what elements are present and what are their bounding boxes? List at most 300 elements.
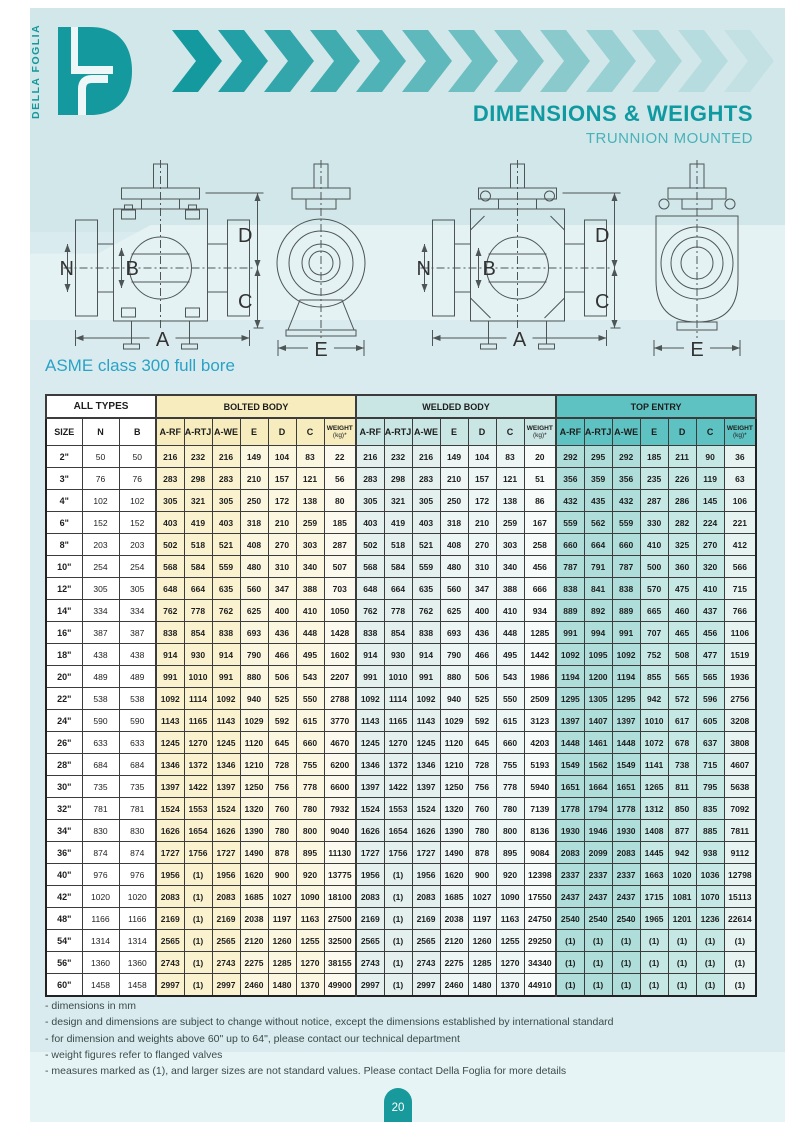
cell-bolted-3: 1250 — [240, 776, 268, 798]
column-header-top-entry-a-we: A-WE — [612, 418, 640, 446]
cell-bolted-0: 648 — [156, 578, 184, 600]
cell-top_entry-0: 1092 — [556, 644, 584, 666]
cell-top_entry-6: 2756 — [724, 688, 756, 710]
cell-b: 387 — [119, 622, 156, 644]
cell-top_entry-5: 320 — [696, 556, 724, 578]
cell-top_entry-2: 2540 — [612, 908, 640, 930]
cell-welded-0: 1092 — [356, 688, 384, 710]
cell-size: 42" — [46, 886, 82, 908]
cell-welded-1: 1114 — [384, 688, 412, 710]
cell-top_entry-2: 432 — [612, 490, 640, 512]
cell-top_entry-1: 359 — [584, 468, 612, 490]
cell-welded-5: 778 — [496, 776, 524, 798]
cell-welded-1: 1422 — [384, 776, 412, 798]
footnote-line: - measures marked as (1), and larger sizes are not standard values. Please contact Della Foglia for more details — [45, 1065, 567, 1078]
cell-top_entry-5: (1) — [696, 930, 724, 952]
column-header-bolted-a-rtj: A-RTJ — [184, 418, 212, 446]
cell-top_entry-1: 1305 — [584, 688, 612, 710]
cell-bolted-3: 2460 — [240, 974, 268, 997]
cell-top_entry-6: 9112 — [724, 842, 756, 864]
cell-top_entry-1: 2437 — [584, 886, 612, 908]
cell-top_entry-0: 1930 — [556, 820, 584, 842]
cell-top_entry-1: 994 — [584, 622, 612, 644]
cell-welded-4: 728 — [468, 754, 496, 776]
cell-bolted-3: 625 — [240, 600, 268, 622]
cell-bolted-3: 790 — [240, 644, 268, 666]
cell-top_entry-0: 889 — [556, 600, 584, 622]
cell-welded-1: 419 — [384, 512, 412, 534]
dimensions-table-wrap — [45, 394, 757, 997]
table-row — [46, 952, 756, 974]
cell-top_entry-4: 282 — [668, 512, 696, 534]
cell-bolted-0: 1143 — [156, 710, 184, 732]
cell-welded-0: 1346 — [356, 754, 384, 776]
cell-top_entry-2: 1092 — [612, 644, 640, 666]
cell-welded-5: 1270 — [496, 952, 524, 974]
cell-bolted-2: 2169 — [212, 908, 240, 930]
cell-welded-3: 560 — [440, 578, 468, 600]
cell-bolted-6: 56 — [324, 468, 356, 490]
cell-top_entry-1: 1664 — [584, 776, 612, 798]
cell-n: 334 — [82, 600, 119, 622]
cell-welded-4: 172 — [468, 490, 496, 512]
cell-top_entry-1: 2099 — [584, 842, 612, 864]
cell-top_entry-5: 565 — [696, 666, 724, 688]
cell-top_entry-6: 7092 — [724, 798, 756, 820]
column-header-top-entry-a-rf: A-RF — [556, 418, 584, 446]
cell-welded-0: 568 — [356, 556, 384, 578]
footnote-line: - design and dimensions are subject to change without notice, except the dimensions established by international standard — [45, 1016, 614, 1029]
cell-top_entry-5: 715 — [696, 754, 724, 776]
cell-n: 152 — [82, 512, 119, 534]
cell-top_entry-2: (1) — [612, 952, 640, 974]
page-title: DIMENSIONS & WEIGHTS — [472, 101, 753, 126]
cell-bolted-0: 403 — [156, 512, 184, 534]
cell-bolted-1: 1114 — [184, 688, 212, 710]
cell-top_entry-3: 287 — [640, 490, 668, 512]
cell-welded-1: 1165 — [384, 710, 412, 732]
cell-bolted-2: 2565 — [212, 930, 240, 952]
cell-size: 16" — [46, 622, 82, 644]
cell-welded-4: 104 — [468, 446, 496, 468]
cell-top_entry-3: 1010 — [640, 710, 668, 732]
cell-bolted-2: 1524 — [212, 798, 240, 820]
cell-welded-1: 1010 — [384, 666, 412, 688]
cell-n: 203 — [82, 534, 119, 556]
chevron-band-decoration — [172, 30, 782, 92]
cell-top_entry-3: 1072 — [640, 732, 668, 754]
cell-top_entry-6: (1) — [724, 930, 756, 952]
cell-welded-6: 29250 — [524, 930, 556, 952]
cell-top_entry-4: 811 — [668, 776, 696, 798]
cell-bolted-4: 780 — [268, 820, 296, 842]
cell-top_entry-0: 660 — [556, 534, 584, 556]
cell-bolted-0: 1524 — [156, 798, 184, 820]
cell-welded-2: 762 — [412, 600, 440, 622]
cell-top_entry-4: (1) — [668, 930, 696, 952]
cell-top_entry-4: 286 — [668, 490, 696, 512]
column-header-bolted-d: D — [268, 418, 296, 446]
cell-top_entry-3: 1965 — [640, 908, 668, 930]
cell-top_entry-1: 295 — [584, 446, 612, 468]
cell-welded-3: 2038 — [440, 908, 468, 930]
cell-top_entry-3: 1265 — [640, 776, 668, 798]
cell-bolted-5: 495 — [296, 644, 324, 666]
cell-welded-5: 1163 — [496, 908, 524, 930]
cell-bolted-5: 1370 — [296, 974, 324, 997]
cell-welded-5: 615 — [496, 710, 524, 732]
table-row — [46, 820, 756, 842]
cell-top_entry-2: 1549 — [612, 754, 640, 776]
cell-bolted-1: (1) — [184, 908, 212, 930]
cell-top_entry-1: 562 — [584, 512, 612, 534]
column-header-bolted-weight — [324, 418, 356, 446]
table-row — [46, 578, 756, 600]
cell-bolted-3: 1210 — [240, 754, 268, 776]
cell-bolted-2: 838 — [212, 622, 240, 644]
cell-welded-6: 5940 — [524, 776, 556, 798]
cell-welded-4: 436 — [468, 622, 496, 644]
cell-bolted-3: 1490 — [240, 842, 268, 864]
cell-welded-2: 1245 — [412, 732, 440, 754]
cell-top_entry-5: 596 — [696, 688, 724, 710]
cell-bolted-0: 2743 — [156, 952, 184, 974]
cell-welded-3: 318 — [440, 512, 468, 534]
cell-bolted-6: 287 — [324, 534, 356, 556]
cell-bolted-2: 521 — [212, 534, 240, 556]
table-row — [46, 534, 756, 556]
cell-bolted-5: 1255 — [296, 930, 324, 952]
cell-welded-6: 51 — [524, 468, 556, 490]
cell-bolted-6: 1050 — [324, 600, 356, 622]
cell-top_entry-6: 715 — [724, 578, 756, 600]
chevron-arrow-icon — [586, 30, 636, 92]
cell-top_entry-1: (1) — [584, 974, 612, 997]
cell-bolted-2: 2743 — [212, 952, 240, 974]
cell-welded-3: 480 — [440, 556, 468, 578]
cell-top_entry-0: 356 — [556, 468, 584, 490]
cell-top_entry-6: 412 — [724, 534, 756, 556]
table-row — [46, 688, 756, 710]
cell-n: 387 — [82, 622, 119, 644]
cell-top_entry-4: 460 — [668, 600, 696, 622]
cell-bolted-0: 1727 — [156, 842, 184, 864]
cell-top_entry-4: 850 — [668, 798, 696, 820]
cell-bolted-0: 1245 — [156, 732, 184, 754]
cell-welded-2: 2083 — [412, 886, 440, 908]
cell-top_entry-2: 559 — [612, 512, 640, 534]
cell-top_entry-0: 292 — [556, 446, 584, 468]
cell-top_entry-5: 119 — [696, 468, 724, 490]
cell-welded-4: 1480 — [468, 974, 496, 997]
cell-top_entry-0: 2083 — [556, 842, 584, 864]
cell-bolted-5: 410 — [296, 600, 324, 622]
dim-label-a: A — [512, 329, 527, 351]
cell-welded-5: 259 — [496, 512, 524, 534]
cell-n: 976 — [82, 864, 119, 886]
cell-top_entry-3: 707 — [640, 622, 668, 644]
dim-label-e: E — [314, 339, 328, 360]
bolted-body-side-view-drawing — [55, 160, 270, 360]
cell-bolted-2: 2083 — [212, 886, 240, 908]
cell-top_entry-5: 90 — [696, 446, 724, 468]
cell-top_entry-2: 1930 — [612, 820, 640, 842]
group-header-welded-body: WELDED BODY — [356, 395, 556, 418]
cell-bolted-3: 2038 — [240, 908, 268, 930]
cell-bolted-0: 283 — [156, 468, 184, 490]
cell-bolted-2: 1956 — [212, 864, 240, 886]
cell-top_entry-4: 1081 — [668, 886, 696, 908]
cell-bolted-1: 1372 — [184, 754, 212, 776]
cell-top_entry-5: (1) — [696, 974, 724, 997]
cell-welded-3: 1250 — [440, 776, 468, 798]
cell-top_entry-3: (1) — [640, 930, 668, 952]
cell-top_entry-5: 938 — [696, 842, 724, 864]
cell-welded-0: 1245 — [356, 732, 384, 754]
cell-n: 735 — [82, 776, 119, 798]
cell-welded-4: 878 — [468, 842, 496, 864]
cell-bolted-6: 80 — [324, 490, 356, 512]
cell-top_entry-3: 855 — [640, 666, 668, 688]
cell-n: 1020 — [82, 886, 119, 908]
cell-bolted-4: 210 — [268, 512, 296, 534]
cell-welded-5: 1255 — [496, 930, 524, 952]
cell-n: 1458 — [82, 974, 119, 997]
cell-top_entry-1: 664 — [584, 534, 612, 556]
chevron-arrow-icon — [448, 30, 498, 92]
cell-top_entry-3: 1312 — [640, 798, 668, 820]
cell-welded-1: 1270 — [384, 732, 412, 754]
cell-welded-5: 495 — [496, 644, 524, 666]
dim-label-c: C — [595, 291, 610, 313]
cell-welded-3: 2460 — [440, 974, 468, 997]
cell-welded-1: 778 — [384, 600, 412, 622]
cell-bolted-1: 419 — [184, 512, 212, 534]
cell-n: 102 — [82, 490, 119, 512]
cell-b: 735 — [119, 776, 156, 798]
cell-welded-2: 1092 — [412, 688, 440, 710]
cell-top_entry-6: 221 — [724, 512, 756, 534]
cell-top_entry-3: 1408 — [640, 820, 668, 842]
table-row — [46, 666, 756, 688]
cell-bolted-2: 559 — [212, 556, 240, 578]
cell-top_entry-6: 1936 — [724, 666, 756, 688]
cell-size: 28" — [46, 754, 82, 776]
cell-top_entry-1: 1200 — [584, 666, 612, 688]
cell-top_entry-6: 7811 — [724, 820, 756, 842]
cell-bolted-0: 1346 — [156, 754, 184, 776]
section-heading: ASME class 300 full bore — [45, 356, 235, 375]
cell-welded-6: 8136 — [524, 820, 556, 842]
chevron-arrow-icon — [264, 30, 314, 92]
chevron-arrow-icon — [678, 30, 728, 92]
brand-vertical-text: DELLA FOGLIA — [30, 23, 42, 119]
cell-top_entry-2: 838 — [612, 578, 640, 600]
cell-bolted-1: 1422 — [184, 776, 212, 798]
chevron-arrow-icon — [494, 30, 544, 92]
cell-welded-1: (1) — [384, 974, 412, 997]
cell-welded-6: 34340 — [524, 952, 556, 974]
cell-top_entry-3: 410 — [640, 534, 668, 556]
cell-bolted-0: 1626 — [156, 820, 184, 842]
cell-top_entry-0: 1295 — [556, 688, 584, 710]
cell-bolted-4: 645 — [268, 732, 296, 754]
cell-n: 830 — [82, 820, 119, 842]
cell-welded-1: (1) — [384, 908, 412, 930]
cell-n: 438 — [82, 644, 119, 666]
cell-welded-2: 1397 — [412, 776, 440, 798]
cell-top_entry-3: 330 — [640, 512, 668, 534]
table-row — [46, 556, 756, 578]
footnote-line: - for dimension and weights above 60" up to 64", please contact our technical department — [45, 1032, 460, 1045]
dim-label-n: N — [59, 258, 74, 280]
table-row — [46, 468, 756, 490]
table-row — [46, 600, 756, 622]
cell-welded-2: 1626 — [412, 820, 440, 842]
cell-welded-2: 914 — [412, 644, 440, 666]
column-header-bolted-a-we: A-WE — [212, 418, 240, 446]
cell-bolted-3: 318 — [240, 512, 268, 534]
table-row — [46, 754, 756, 776]
cell-bolted-2: 1143 — [212, 710, 240, 732]
cell-top_entry-5: 605 — [696, 710, 724, 732]
cell-size: 6" — [46, 512, 82, 534]
cell-welded-4: 1027 — [468, 886, 496, 908]
cell-welded-3: 693 — [440, 622, 468, 644]
dim-label-d: D — [595, 225, 610, 247]
cell-top_entry-4: 738 — [668, 754, 696, 776]
cell-welded-6: 4203 — [524, 732, 556, 754]
cell-top_entry-5: 835 — [696, 798, 724, 820]
cell-bolted-4: 1285 — [268, 952, 296, 974]
cell-welded-1: 1756 — [384, 842, 412, 864]
cell-top_entry-5: 477 — [696, 644, 724, 666]
cell-top_entry-4: 465 — [668, 622, 696, 644]
cell-welded-3: 625 — [440, 600, 468, 622]
cell-bolted-2: 914 — [212, 644, 240, 666]
cell-top_entry-0: 2337 — [556, 864, 584, 886]
cell-welded-2: 305 — [412, 490, 440, 512]
cell-bolted-6: 13775 — [324, 864, 356, 886]
cell-welded-0: 1727 — [356, 842, 384, 864]
cell-welded-0: 305 — [356, 490, 384, 512]
group-header-top-entry: TOP ENTRY — [556, 395, 756, 418]
cell-bolted-2: 216 — [212, 446, 240, 468]
cell-b: 152 — [119, 512, 156, 534]
cell-bolted-4: 592 — [268, 710, 296, 732]
cell-welded-6: 12398 — [524, 864, 556, 886]
cell-b: 1360 — [119, 952, 156, 974]
table-column-header-row — [46, 418, 756, 446]
cell-bolted-2: 305 — [212, 490, 240, 512]
cell-size: 8" — [46, 534, 82, 556]
cell-size: 48" — [46, 908, 82, 930]
cell-top_entry-5: 885 — [696, 820, 724, 842]
cell-welded-4: 780 — [468, 820, 496, 842]
cell-bolted-5: 895 — [296, 842, 324, 864]
cell-bolted-0: 2083 — [156, 886, 184, 908]
cell-welded-4: 525 — [468, 688, 496, 710]
cell-bolted-1: 854 — [184, 622, 212, 644]
welded-body-side-view-drawing — [412, 160, 627, 360]
cell-top_entry-2: 889 — [612, 600, 640, 622]
cell-bolted-5: 780 — [296, 798, 324, 820]
cell-welded-3: 1390 — [440, 820, 468, 842]
cell-bolted-5: 1270 — [296, 952, 324, 974]
cell-welded-6: 24750 — [524, 908, 556, 930]
cell-bolted-3: 693 — [240, 622, 268, 644]
cell-top_entry-0: 1651 — [556, 776, 584, 798]
cell-top_entry-6: 36 — [724, 446, 756, 468]
cell-bolted-6: 703 — [324, 578, 356, 600]
cell-top_entry-0: 1549 — [556, 754, 584, 776]
cell-n: 781 — [82, 798, 119, 820]
cell-welded-4: 900 — [468, 864, 496, 886]
cell-top_entry-0: (1) — [556, 952, 584, 974]
cell-welded-5: 303 — [496, 534, 524, 556]
dimensions-table — [45, 394, 757, 997]
cell-welded-2: 216 — [412, 446, 440, 468]
cell-welded-4: 210 — [468, 512, 496, 534]
cell-top_entry-4: 360 — [668, 556, 696, 578]
cell-welded-1: (1) — [384, 952, 412, 974]
cell-bolted-3: 149 — [240, 446, 268, 468]
cell-welded-1: (1) — [384, 864, 412, 886]
cell-welded-5: 550 — [496, 688, 524, 710]
weight-label-line2: (kg)* — [532, 432, 547, 439]
cell-n: 633 — [82, 732, 119, 754]
cell-size: 60" — [46, 974, 82, 997]
cell-bolted-4: 310 — [268, 556, 296, 578]
cell-welded-0: 1524 — [356, 798, 384, 820]
cell-n: 1314 — [82, 930, 119, 952]
cell-welded-2: 521 — [412, 534, 440, 556]
cell-welded-1: 1372 — [384, 754, 412, 776]
cell-welded-1: 232 — [384, 446, 412, 468]
table-row — [46, 622, 756, 644]
cell-n: 538 — [82, 688, 119, 710]
cell-bolted-2: 2997 — [212, 974, 240, 997]
table-row — [46, 512, 756, 534]
table-row — [46, 644, 756, 666]
cell-b: 1020 — [119, 886, 156, 908]
cell-bolted-5: 259 — [296, 512, 324, 534]
cell-bolted-3: 1120 — [240, 732, 268, 754]
cell-bolted-4: 466 — [268, 644, 296, 666]
cell-top_entry-2: 1295 — [612, 688, 640, 710]
cell-top_entry-3: 1663 — [640, 864, 668, 886]
cell-bolted-1: 664 — [184, 578, 212, 600]
cell-top_entry-3: 942 — [640, 688, 668, 710]
cell-bolted-1: 321 — [184, 490, 212, 512]
cell-top_entry-0: (1) — [556, 974, 584, 997]
cell-bolted-6: 27500 — [324, 908, 356, 930]
cell-welded-6: 9084 — [524, 842, 556, 864]
cell-size: 12" — [46, 578, 82, 600]
cell-welded-3: 2275 — [440, 952, 468, 974]
cell-top_entry-1: 1095 — [584, 644, 612, 666]
cell-bolted-6: 4670 — [324, 732, 356, 754]
cell-welded-0: 1143 — [356, 710, 384, 732]
cell-welded-6: 1285 — [524, 622, 556, 644]
cell-top_entry-0: 838 — [556, 578, 584, 600]
cell-welded-2: 1524 — [412, 798, 440, 820]
cell-welded-4: 645 — [468, 732, 496, 754]
cell-welded-2: 635 — [412, 578, 440, 600]
bolted-body-front-view-drawing — [266, 160, 376, 360]
cell-top_entry-6: 3808 — [724, 732, 756, 754]
cell-b: 590 — [119, 710, 156, 732]
